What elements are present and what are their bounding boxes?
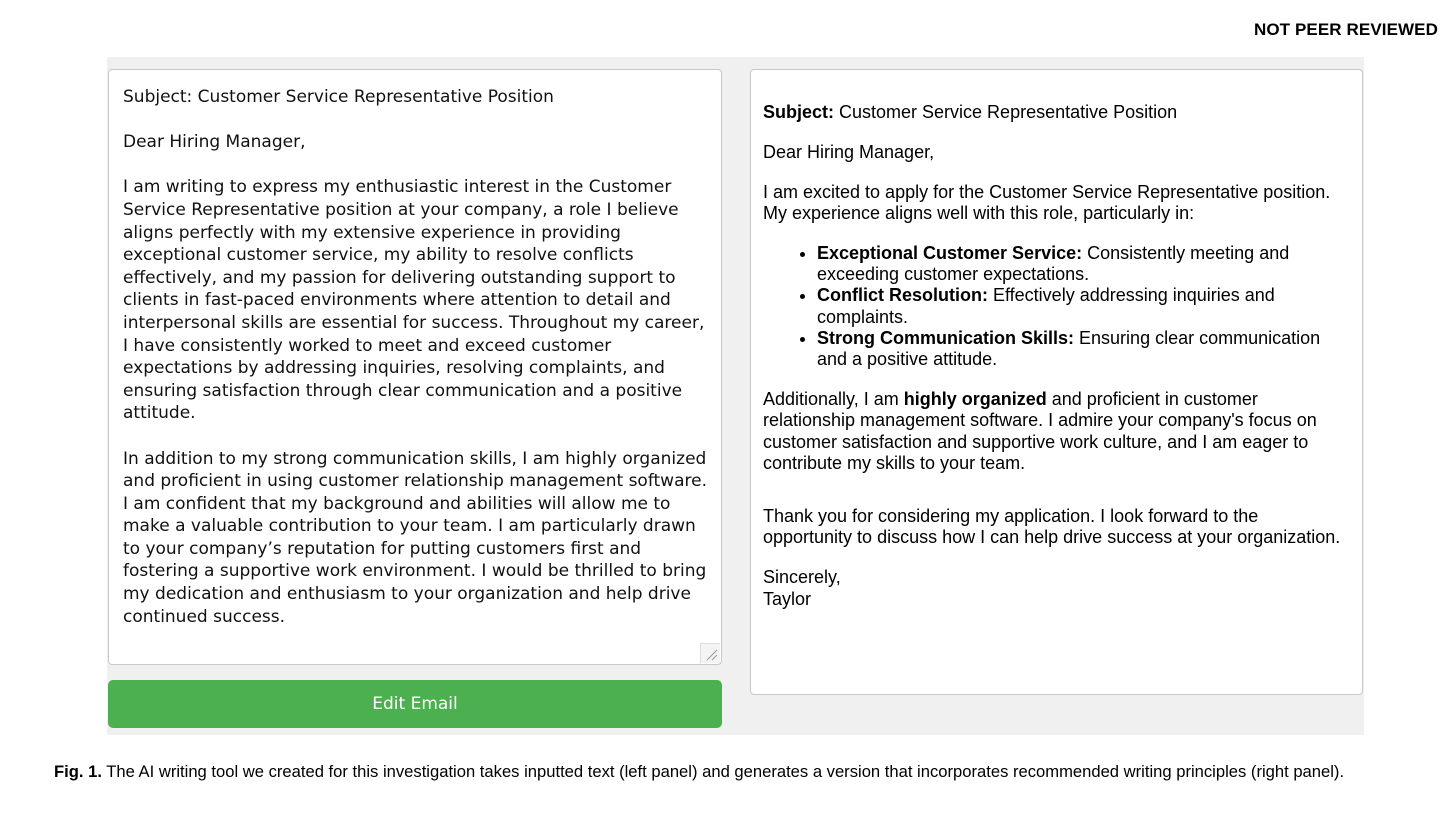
bullet-text: Effectively addressing inquiries and complaints. bbox=[817, 285, 1275, 327]
bullet-heading: Strong Communication Skills: bbox=[817, 327, 1075, 348]
bullet-text: Ensuring clear communication and a positive attitude. bbox=[817, 327, 1321, 370]
output-bullet-list bbox=[763, 243, 1350, 371]
bullet-text: Consistently meeting and exceeding customer expectations. bbox=[817, 242, 1290, 284]
input-subject: Subject: Customer Service Representative Position bbox=[123, 87, 554, 107]
output-signature: Taylor bbox=[763, 588, 812, 609]
output-subject bbox=[763, 102, 1350, 123]
output-email-panel bbox=[750, 69, 1363, 695]
output-intro: I am excited to apply for the Customer Service Representative position. My experience aligns well with this role, particularly in: bbox=[763, 181, 1331, 223]
output-additional bbox=[763, 389, 1350, 474]
list-item bbox=[817, 328, 1350, 371]
figure-panel bbox=[107, 57, 1364, 735]
output-thanks: Thank you for considering my application. I look forward to the opportunity to discuss how I can help drive success at your organization. bbox=[763, 506, 1341, 548]
figure-caption bbox=[54, 761, 1434, 783]
additional-post: and proficient in customer relationship management software. I admire your company's focus on customer satisfaction and supportive work culture, and I am eager to contribute my skills to your team. bbox=[763, 388, 1317, 473]
bullet-heading: Conflict Resolution: bbox=[817, 285, 988, 306]
input-greeting: Dear Hiring Manager, bbox=[123, 132, 306, 153]
additional-bold: highly organized bbox=[903, 388, 1047, 409]
output-greeting: Dear Hiring Manager, bbox=[763, 141, 935, 162]
list-item bbox=[817, 285, 1350, 328]
output-signoff: Sincerely, bbox=[763, 567, 841, 588]
input-paragraph-2: In addition to my strong communication skills, I am highly organized and proficient in using customer relationship management software. I am confident that my background and abilities will allow me to make a valuable contribution to your team. I am particularly drawn to your company’s reputation for putting customers first and fostering a supportive work environment. I would be thrilled to bring my dedication and enthusiasm to your organization and help drive continued success. bbox=[123, 448, 707, 627]
output-subject-text: Customer Service Representative Position bbox=[834, 102, 1178, 122]
additional-pre: Additionally, I am bbox=[763, 388, 904, 409]
input-paragraph-1: I am writing to express my enthusiastic interest in the Customer Service Representative position at your company, a role I believe aligns perfectly with my extensive experience in providing exceptional customer service, my ability to resolve conflicts effectively, and my passion for delivering outstanding support to clients in fast-paced environments where attention to detail and interpersonal skills are essential for success. Throughout my career, I have consistently worked to meet and exceed customer expectations by addressing inquiries, resolving complaints, and ensuring satisfaction through clear communication and a positive attitude. bbox=[123, 177, 705, 424]
caption-label: Fig. 1. bbox=[54, 762, 102, 781]
output-subject-label: Subject: bbox=[763, 102, 835, 122]
edit-email-button[interactable]: Edit Email bbox=[108, 680, 722, 728]
bullet-heading: Exceptional Customer Service: bbox=[817, 242, 1083, 263]
input-email-textarea[interactable] bbox=[108, 69, 722, 665]
resize-grip-icon bbox=[704, 647, 718, 661]
peer-review-label: NOT PEER REVIEWED bbox=[1253, 20, 1438, 39]
resize-handle[interactable] bbox=[700, 643, 720, 663]
output-closing bbox=[763, 567, 1350, 610]
list-item bbox=[817, 243, 1350, 286]
caption-text: The AI writing tool we created for this investigation takes inputted text (left panel) and generates a version that incorporates recommended writing principles (right panel). bbox=[101, 762, 1345, 781]
